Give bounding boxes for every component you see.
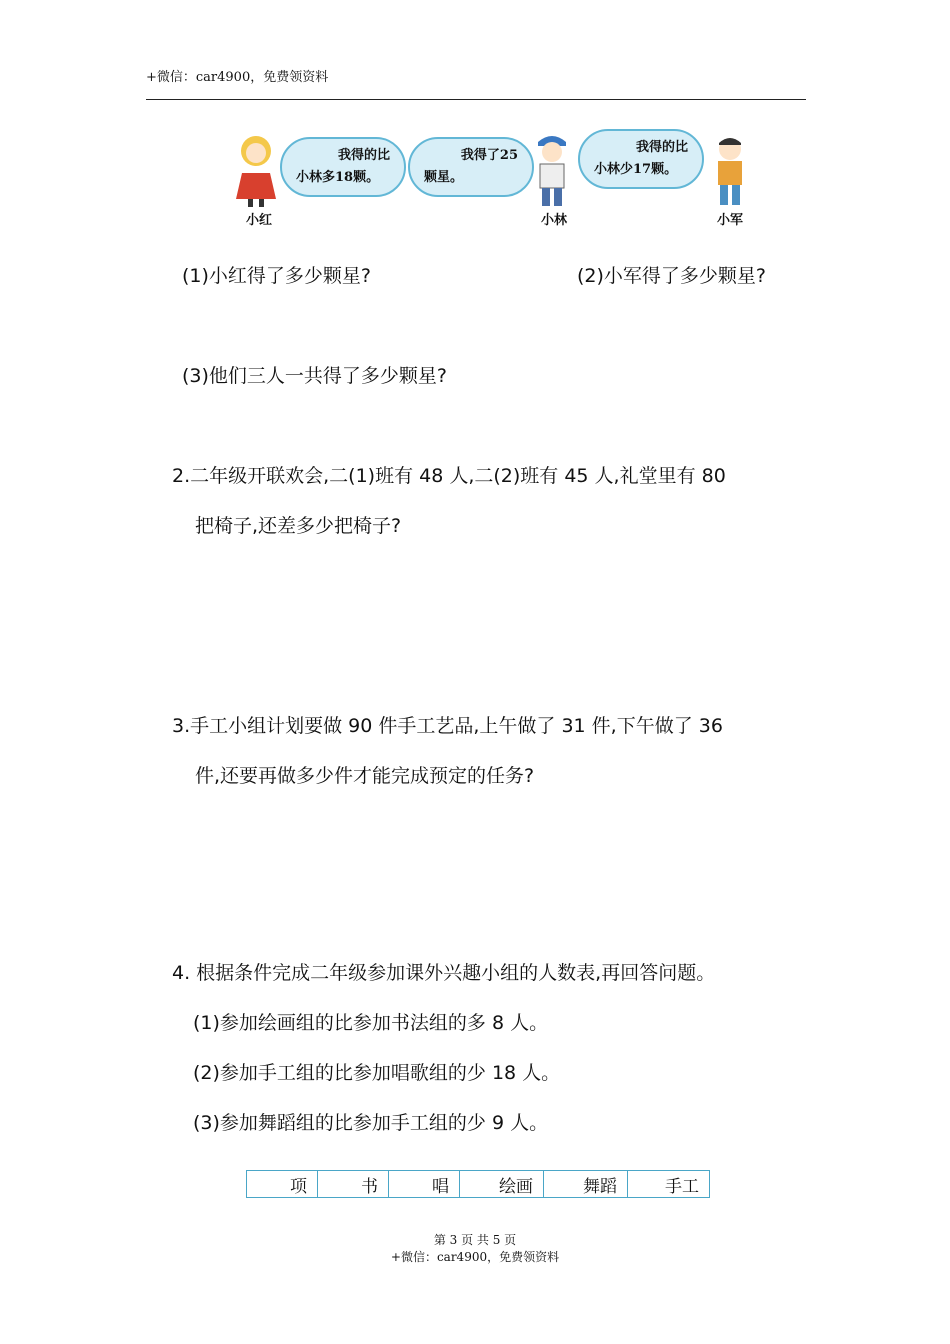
q2-line2: 把椅子,还差多少把椅子? — [195, 515, 402, 537]
table-header-cell: 唱 — [389, 1171, 460, 1198]
interest-group-table — [246, 1170, 710, 1198]
table-header-row — [247, 1171, 710, 1198]
boy-xiaojun-figure — [708, 133, 752, 208]
table-header-cell: 绘画 — [460, 1171, 544, 1198]
page-header: +微信：car4900，免费领资料 — [146, 70, 329, 85]
name-xiaojun: 小军 — [717, 213, 744, 228]
q1-sub1: (1)小红得了多少颗星? — [182, 265, 371, 287]
q3-line2: 件,还要再做多少件才能完成预定的任务? — [195, 765, 535, 787]
q2-line1: 2.二年级开联欢会,二(1)班有 48 人,二(2)班有 45 人,礼堂里有 80 — [172, 465, 726, 487]
page-number: 第 3 页 共 5 页 — [433, 1233, 517, 1247]
table-header-cell: 舞蹈 — [544, 1171, 628, 1198]
speech-bubble-xiaolin: 我得了25 颗星。 — [408, 137, 534, 197]
illustration — [220, 125, 760, 235]
page-footer: +微信：car4900，免费领资料 — [390, 1250, 560, 1264]
name-xiaolin: 小林 — [541, 213, 568, 228]
q1-sub2: (2)小军得了多少颗星? — [577, 265, 766, 287]
q4-condition-1: (1)参加绘画组的比参加书法组的多 8 人。 — [193, 1012, 549, 1034]
q3-line1: 3.手工小组计划要做 90 件手工艺品,上午做了 31 件,下午做了 36 — [172, 715, 723, 737]
table-header-cell: 手工 — [628, 1171, 710, 1198]
boy-xiaolin-figure — [530, 130, 574, 208]
girl-xiaohong-figure — [230, 133, 282, 208]
header-rule — [146, 99, 806, 100]
q4-condition-2: (2)参加手工组的比参加唱歌组的少 18 人。 — [193, 1062, 561, 1084]
table-header-cell: 书 — [318, 1171, 389, 1198]
q4-intro: 4. 根据条件完成二年级参加课外兴趣小组的人数表,再回答问题。 — [172, 962, 716, 984]
table-header-cell: 项 — [247, 1171, 318, 1198]
name-xiaohong: 小红 — [246, 213, 273, 228]
speech-bubble-xiaojun: 我得的比 小林少17颗。 — [578, 129, 704, 189]
speech-bubble-xiaohong: 我得的比 小林多18颗。 — [280, 137, 406, 197]
q4-condition-3: (3)参加舞蹈组的比参加手工组的少 9 人。 — [193, 1112, 549, 1134]
q1-sub3: (3)他们三人一共得了多少颗星? — [182, 365, 447, 387]
